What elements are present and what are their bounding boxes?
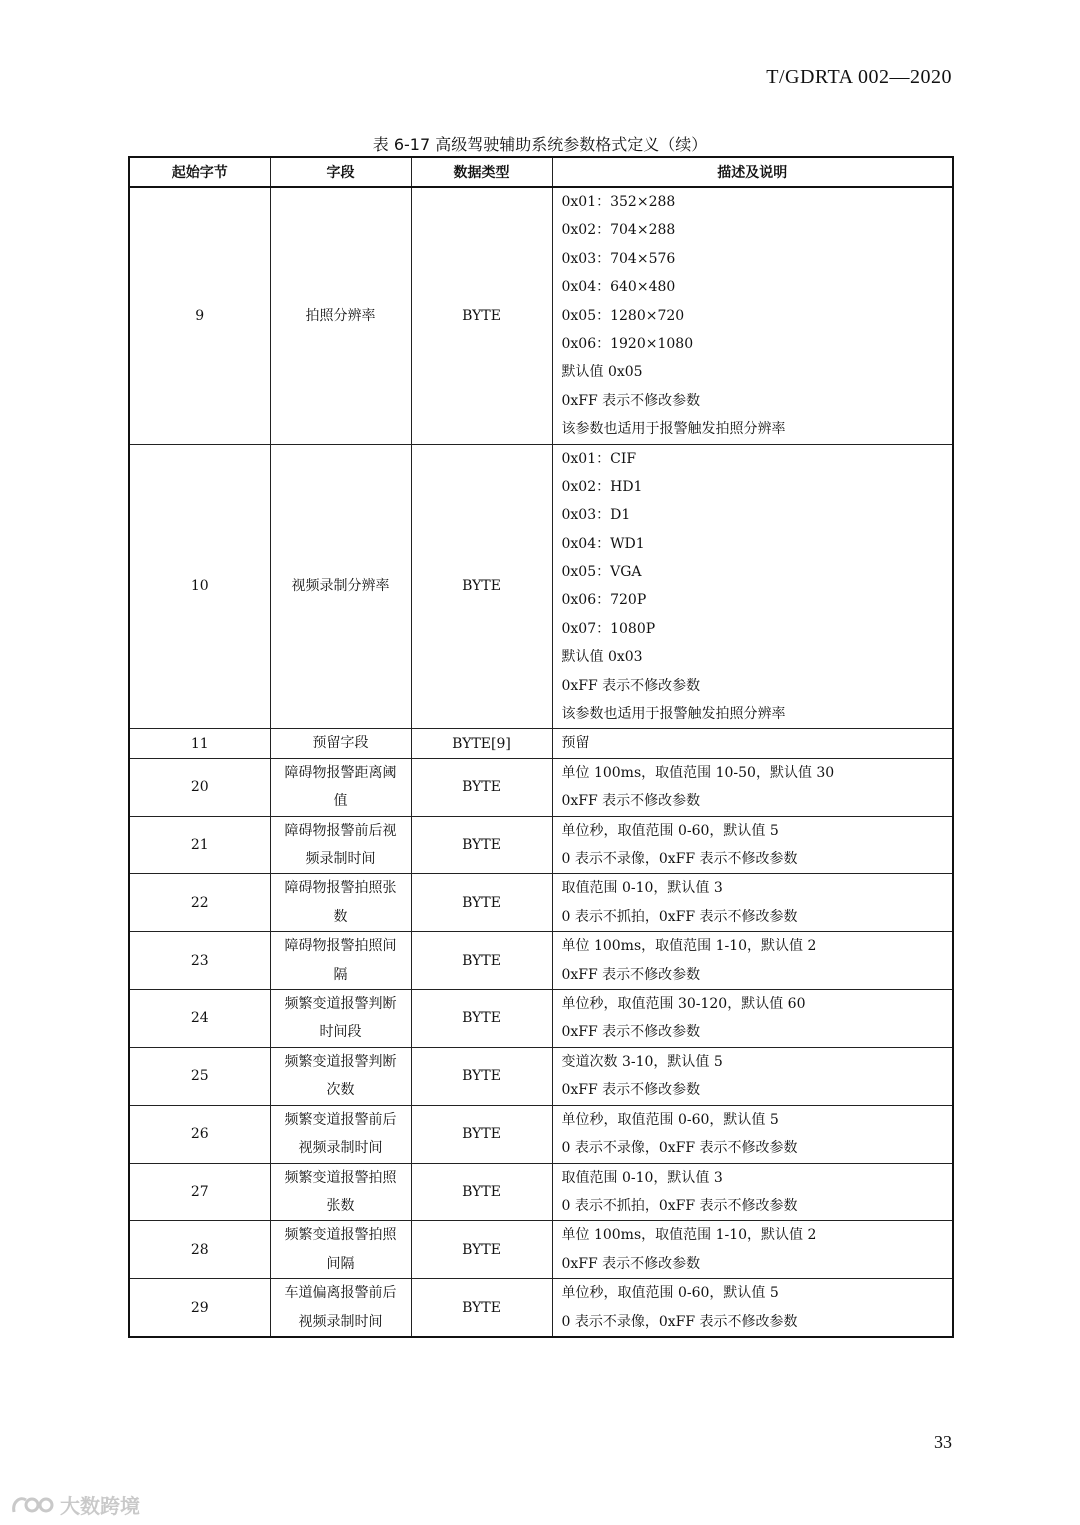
data-type-cell: BYTE [411,874,552,932]
start-byte-cell: 9 [129,187,270,444]
table-row [129,1221,953,1279]
description-line: 单位 100ms，取值范围 1-10，默认值 2 [561,938,817,955]
description-line: 0 表示不抓拍，0xFF 表示不修改参数 [561,908,798,925]
field-name-cell: 频繁变道报警判断时间段 [270,990,411,1048]
description-line: 0x05：1280×720 [561,307,685,324]
description-line: 单位秒，取值范围 0-60，默认值 5 [561,1285,779,1302]
table-title: 表 6-17 高级驾驶辅助系统参数格式定义（续） [372,135,708,154]
description-line: 0x04：640×480 [561,279,676,296]
description-line: 0x06：1920×1080 [561,335,694,352]
description-line: 单位秒，取值范围 30-120，默认值 60 [561,996,806,1013]
description-line: 预留 [561,735,590,752]
description-line: 0xFF 表示不修改参数 [561,1255,701,1272]
data-type-cell: BYTE [411,1105,552,1163]
data-type-cell: BYTE [411,932,552,990]
data-type-cell: BYTE [411,1163,552,1221]
field-name-cell: 障碍物报警拍照间隔 [270,932,411,990]
description-line: 取值范围 0-10，默认值 3 [561,880,723,897]
table-row [129,990,953,1048]
description-line: 0x03：D1 [561,507,631,524]
description-line: 0x02：HD1 [561,478,643,495]
field-name-cell: 拍照分辨率 [270,187,411,444]
data-type-cell: BYTE [411,1047,552,1105]
description-line: 0xFF 表示不修改参数 [561,1082,701,1099]
description-line: 该参数也适用于报警触发拍照分辨率 [561,421,786,438]
description-line: 单位秒，取值范围 0-60，默认值 5 [561,822,779,839]
table-body [129,187,953,1337]
standard-number: T/GDRTA 002—2020 [766,66,952,88]
data-type-cell: BYTE [411,758,552,816]
data-type-cell: BYTE [411,816,552,874]
data-type-cell: BYTE [411,444,552,729]
description-cell [552,1163,953,1221]
table-row [129,187,953,444]
field-name-cell: 障碍物报警前后视频录制时间 [270,816,411,874]
description-cell [552,1047,953,1105]
page-number: 33 [934,1432,952,1452]
column-header-start-byte: 起始字节 [129,157,270,187]
field-name-cell: 频繁变道报警前后视频录制时间 [270,1105,411,1163]
description-line: 变道次数 3-10，默认值 5 [561,1053,723,1070]
table-row [129,816,953,874]
description-line: 0xFF 表示不修改参数 [561,1024,701,1041]
field-name-cell: 视频录制分辨率 [270,444,411,729]
brand-logo-icon [10,1492,56,1518]
start-byte-cell: 29 [129,1279,270,1337]
start-byte-cell: 24 [129,990,270,1048]
field-name-cell: 预留字段 [270,729,411,758]
start-byte-cell: 23 [129,932,270,990]
description-line: 0 表示不录像，0xFF 表示不修改参数 [561,1313,798,1330]
start-byte-cell: 28 [129,1221,270,1279]
description-line: 0 表示不录像，0xFF 表示不修改参数 [561,1140,798,1157]
table-row [129,444,953,729]
description-line: 单位 100ms，取值范围 1-10，默认值 2 [561,1227,817,1244]
table-row [129,1163,953,1221]
table-row [129,1279,953,1337]
table-row [129,729,953,758]
description-line: 0 表示不抓拍，0xFF 表示不修改参数 [561,1197,798,1214]
description-line: 默认值 0x03 [561,649,643,666]
column-header-description: 描述及说明 [552,157,953,187]
table-row [129,1105,953,1163]
description-cell [552,990,953,1048]
start-byte-cell: 22 [129,874,270,932]
table-row [129,874,953,932]
description-line: 0x02：704×288 [561,222,676,239]
description-cell [552,1221,953,1279]
description-line: 0x06：720P [561,592,647,609]
description-cell [552,444,953,729]
start-byte-cell: 26 [129,1105,270,1163]
parameter-table [128,156,954,1338]
table-header-row [129,157,953,187]
watermark-text: 大数跨境 [60,1494,140,1518]
field-name-cell: 频繁变道报警拍照间隔 [270,1221,411,1279]
start-byte-cell: 25 [129,1047,270,1105]
start-byte-cell: 20 [129,758,270,816]
data-type-cell: BYTE [411,1279,552,1337]
description-line: 0x01：352×288 [561,194,676,210]
description-line: 0x01：CIF [561,450,637,467]
start-byte-cell: 21 [129,816,270,874]
field-name-cell: 障碍物报警拍照张数 [270,874,411,932]
field-name-cell: 车道偏离报警前后视频录制时间 [270,1279,411,1337]
description-line: 0 表示不录像，0xFF 表示不修改参数 [561,851,798,868]
description-line: 单位秒，取值范围 0-60，默认值 5 [561,1111,779,1128]
description-cell [552,816,953,874]
description-line: 0xFF 表示不修改参数 [561,793,701,810]
start-byte-cell: 27 [129,1163,270,1221]
field-name-cell: 障碍物报警距离阈值 [270,758,411,816]
data-type-cell: BYTE [411,1221,552,1279]
table-row [129,932,953,990]
description-line: 0x07：1080P [561,620,656,637]
watermark [10,1490,140,1519]
column-header-data-type: 数据类型 [411,157,552,187]
description-line: 单位 100ms，取值范围 10-50，默认值 30 [561,764,835,781]
description-line: 默认值 0x05 [561,364,643,381]
column-header-field: 字段 [270,157,411,187]
table-row [129,758,953,816]
field-name-cell: 频繁变道报警判断次数 [270,1047,411,1105]
start-byte-cell: 11 [129,729,270,758]
description-cell [552,758,953,816]
field-name-cell: 频繁变道报警拍照张数 [270,1163,411,1221]
data-type-cell: BYTE [411,990,552,1048]
data-type-cell: BYTE[9] [411,729,552,758]
table-row [129,1047,953,1105]
description-line: 0x05：VGA [561,564,642,581]
data-type-cell: BYTE [411,187,552,444]
description-line: 0xFF 表示不修改参数 [561,677,701,694]
start-byte-cell: 10 [129,444,270,729]
description-line: 0x03：704×576 [561,250,676,267]
description-line: 0x04：WD1 [561,535,645,552]
description-cell [552,874,953,932]
description-cell [552,1279,953,1337]
description-line: 该参数也适用于报警触发拍照分辨率 [561,706,786,723]
description-line: 0xFF 表示不修改参数 [561,392,701,409]
description-line: 取值范围 0-10，默认值 3 [561,1169,723,1186]
description-cell [552,932,953,990]
description-cell [552,187,953,444]
description-cell [552,729,953,758]
description-line: 0xFF 表示不修改参数 [561,966,701,983]
description-cell [552,1105,953,1163]
